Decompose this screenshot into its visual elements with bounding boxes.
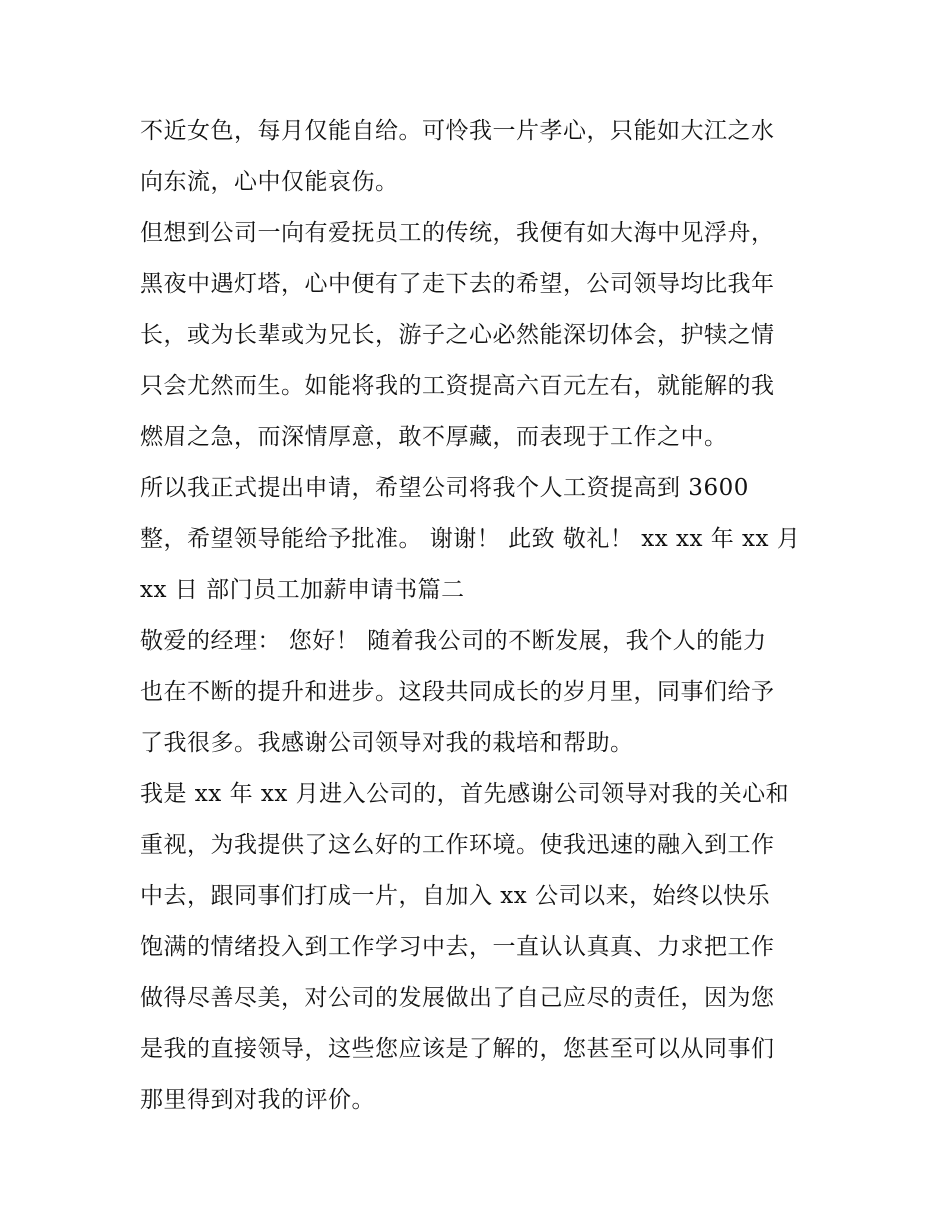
text-line: 中去，跟同事们打成一片，自加入 xx 公司以来，始终以快乐 <box>140 883 771 909</box>
text-line: 但想到公司一向有爱抚员工的传统，我便有如大海中见浮舟， <box>140 220 775 246</box>
text-line: 也在不断的提升和进步。这段共同成长的岁月里，同事们给予 <box>140 679 775 705</box>
text-line: 只会尤然而生。如能将我的工资提高六百元左右，就能解的我 <box>140 373 775 399</box>
text-line: 燃眉之急，而深情厚意，敢不厚藏，而表现于工作之中。 <box>140 424 728 450</box>
text-line: 了我很多。我感谢公司领导对我的栽培和帮助。 <box>140 730 634 756</box>
body-text <box>140 106 820 1126</box>
text-line: 我是 xx 年 xx 月进入公司的，首先感谢公司领导对我的关心和 <box>140 781 790 807</box>
text-line: 黑夜中遇灯塔，心中便有了走下去的希望，公司领导均比我年 <box>140 271 775 297</box>
text-line: 敬爱的经理： 您好！ 随着我公司的不断发展，我个人的能力 <box>140 628 767 654</box>
text-line: 饱满的情绪投入到工作学习中去，一直认认真真、力求把工作 <box>140 934 775 960</box>
text-line: 整，希望领导能给予批准。 谢谢！ 此致 敬礼！ xx xx 年 xx 月 <box>140 526 801 552</box>
text-line: 所以我正式提出申请，希望公司将我个人工资提高到 3600 <box>140 475 749 501</box>
text-line: 那里得到对我的评价。 <box>140 1087 375 1113</box>
text-line: 是我的直接领导，这些您应该是了解的，您甚至可以从同事们 <box>140 1036 775 1062</box>
text-line: 向东流，心中仅能哀伤。 <box>140 169 399 195</box>
section-heading-line: xx 日 部门员工加薪申请书篇二 <box>140 577 465 603</box>
text-line: 不近女色，每月仅能自给。可怜我一片孝心，只能如大江之水 <box>140 118 775 144</box>
text-line: 做得尽善尽美，对公司的发展做出了自己应尽的责任，因为您 <box>140 985 775 1011</box>
text-line: 重视，为我提供了这么好的工作环境。使我迅速的融入到工作 <box>140 832 775 858</box>
text-line: 长，或为长辈或为兄长，游子之心必然能深切体会，护犊之情 <box>140 322 775 348</box>
